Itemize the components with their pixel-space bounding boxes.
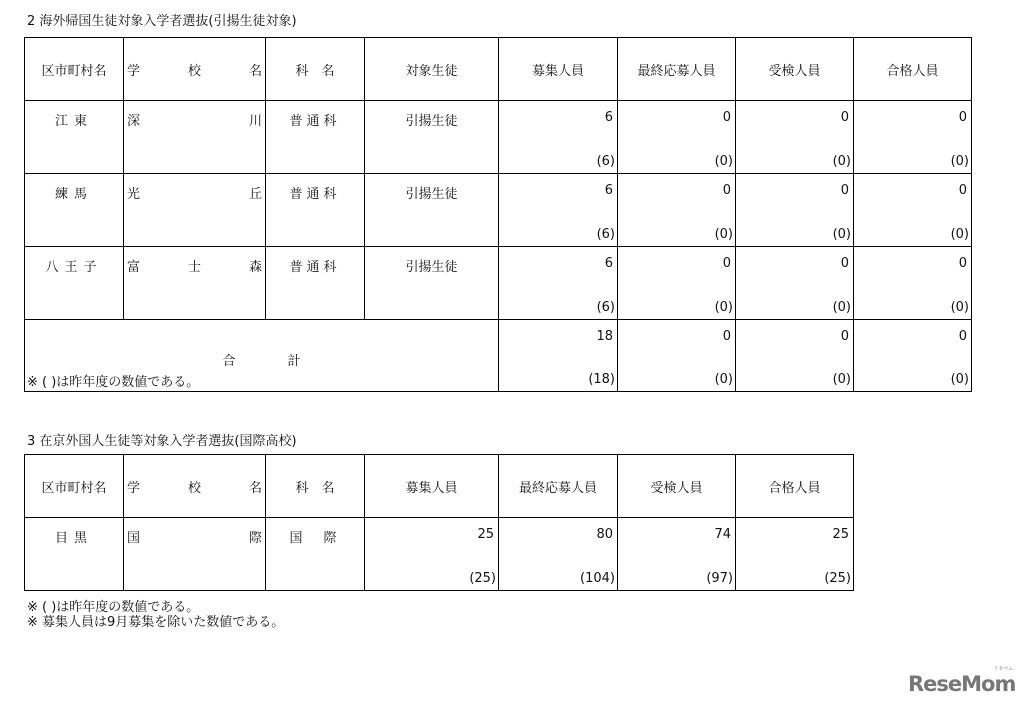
number-cell bbox=[736, 247, 854, 320]
current-value: 6 bbox=[604, 256, 613, 271]
previous-year-value: (0) bbox=[714, 154, 733, 169]
header-course: 科 名 bbox=[266, 455, 365, 518]
previous-year-value: (97) bbox=[706, 571, 733, 586]
previous-year-value: (25) bbox=[824, 571, 851, 586]
header-recruit: 募集人員 bbox=[499, 38, 618, 101]
current-value: 0 bbox=[722, 110, 731, 125]
previous-year-value: (0) bbox=[714, 300, 733, 315]
header-applicants: 最終応募人員 bbox=[618, 38, 736, 101]
header-row bbox=[25, 455, 854, 518]
table-row bbox=[25, 247, 972, 320]
resemom-watermark-logo bbox=[908, 666, 1016, 696]
number-cell bbox=[854, 320, 972, 392]
previous-year-value: (18) bbox=[588, 372, 615, 387]
course-cell: 普通科 bbox=[266, 247, 365, 320]
target-cell: 引揚生徒 bbox=[365, 101, 499, 174]
municipality-cell: 八王子 bbox=[25, 247, 124, 320]
header-school-char: 学 bbox=[127, 480, 141, 496]
current-value: 0 bbox=[958, 110, 967, 125]
school-name-char: 光 bbox=[127, 187, 141, 202]
section2-title: 2 海外帰国生徒対象入学者選抜(引揚生徒対象) bbox=[27, 14, 297, 29]
school-name bbox=[124, 101, 265, 129]
school-name bbox=[124, 174, 265, 202]
number-cell bbox=[618, 174, 736, 247]
current-value: 0 bbox=[840, 110, 849, 125]
section3-note-1: ※ ( )は昨年度の数値である。 bbox=[27, 600, 200, 615]
number-cell bbox=[618, 101, 736, 174]
number-cell bbox=[618, 518, 736, 591]
number-cell bbox=[736, 174, 854, 247]
number-cell bbox=[499, 101, 618, 174]
school-cell bbox=[124, 518, 266, 591]
number-cell bbox=[499, 320, 618, 392]
number-cell bbox=[854, 101, 972, 174]
previous-year-value: (25) bbox=[469, 571, 496, 586]
current-value: 0 bbox=[722, 256, 731, 271]
number-cell bbox=[365, 518, 499, 591]
section2-table bbox=[24, 37, 972, 392]
section2-note: ※ ( )は昨年度の数値である。 bbox=[27, 375, 200, 390]
previous-year-value: (0) bbox=[950, 372, 969, 387]
current-value: 0 bbox=[840, 329, 849, 344]
previous-year-value: (0) bbox=[832, 227, 851, 242]
current-value: 18 bbox=[596, 329, 613, 344]
current-value: 0 bbox=[722, 183, 731, 198]
school-name-char: 森 bbox=[248, 260, 262, 275]
number-cell bbox=[736, 101, 854, 174]
logo-kana: リセマム bbox=[993, 666, 1014, 672]
current-value: 0 bbox=[840, 256, 849, 271]
previous-year-value: (6) bbox=[596, 154, 615, 169]
previous-year-value: (6) bbox=[596, 300, 615, 315]
school-name-char: 国 bbox=[127, 531, 141, 546]
header-examinees: 受検人員 bbox=[618, 455, 736, 518]
table-row bbox=[25, 101, 972, 174]
header-row bbox=[25, 38, 972, 101]
header-passed: 合格人員 bbox=[854, 38, 972, 101]
number-cell bbox=[854, 247, 972, 320]
course-cell: 国 際 bbox=[266, 518, 365, 591]
header-course: 科 名 bbox=[266, 38, 365, 101]
section3-note-2: ※ 募集人員は9月募集を除いた数値である。 bbox=[27, 615, 285, 630]
school-name-char: 士 bbox=[187, 260, 201, 275]
header-recruit: 募集人員 bbox=[365, 455, 499, 518]
school-name bbox=[124, 247, 265, 275]
previous-year-value: (0) bbox=[832, 154, 851, 169]
number-cell bbox=[618, 320, 736, 392]
number-cell bbox=[499, 174, 618, 247]
logo-text: ReseMom bbox=[908, 672, 1016, 696]
previous-year-value: (0) bbox=[832, 300, 851, 315]
number-cell bbox=[499, 518, 618, 591]
current-value: 6 bbox=[604, 183, 613, 198]
school-name-char: 際 bbox=[248, 531, 262, 546]
previous-year-value: (0) bbox=[714, 227, 733, 242]
header-school bbox=[124, 38, 266, 101]
current-value: 0 bbox=[958, 256, 967, 271]
previous-year-value: (104) bbox=[580, 571, 615, 586]
school-name-char: 川 bbox=[248, 114, 262, 129]
header-school-char: 学 bbox=[127, 63, 141, 79]
header-examinees: 受検人員 bbox=[736, 38, 854, 101]
header-passed: 合格人員 bbox=[736, 455, 854, 518]
total-label: 合 計 bbox=[25, 320, 499, 392]
header-target: 対象生徒 bbox=[365, 38, 499, 101]
course-cell: 普通科 bbox=[266, 174, 365, 247]
header-municipality: 区市町村名 bbox=[25, 38, 124, 101]
school-cell bbox=[124, 247, 266, 320]
table-row bbox=[25, 174, 972, 247]
previous-year-value: (0) bbox=[832, 372, 851, 387]
current-value: 25 bbox=[477, 527, 494, 542]
section3-table bbox=[24, 454, 854, 591]
current-value: 0 bbox=[840, 183, 849, 198]
target-cell: 引揚生徒 bbox=[365, 247, 499, 320]
number-cell bbox=[618, 247, 736, 320]
header-school bbox=[124, 455, 266, 518]
municipality-cell: 江東 bbox=[25, 101, 124, 174]
school-cell bbox=[124, 174, 266, 247]
table-row bbox=[25, 518, 854, 591]
current-value: 74 bbox=[714, 527, 731, 542]
current-value: 0 bbox=[958, 329, 967, 344]
previous-year-value: (0) bbox=[714, 372, 733, 387]
current-value: 25 bbox=[832, 527, 849, 542]
school-name bbox=[124, 518, 265, 546]
header-school-char: 校 bbox=[187, 480, 201, 496]
current-value: 6 bbox=[604, 110, 613, 125]
current-value: 0 bbox=[722, 329, 731, 344]
target-cell: 引揚生徒 bbox=[365, 174, 499, 247]
course-cell: 普通科 bbox=[266, 101, 365, 174]
header-municipality: 区市町村名 bbox=[25, 455, 124, 518]
previous-year-value: (0) bbox=[950, 300, 969, 315]
number-cell bbox=[499, 247, 618, 320]
school-name-char: 深 bbox=[127, 114, 141, 129]
school-name-char: 丘 bbox=[248, 187, 262, 202]
current-value: 0 bbox=[958, 183, 967, 198]
number-cell bbox=[736, 320, 854, 392]
section3-title: 3 在京外国人生徒等対象入学者選抜(国際高校) bbox=[27, 434, 297, 449]
previous-year-value: (0) bbox=[950, 154, 969, 169]
header-applicants: 最終応募人員 bbox=[499, 455, 618, 518]
school-cell bbox=[124, 101, 266, 174]
previous-year-value: (6) bbox=[596, 227, 615, 242]
municipality-cell: 練馬 bbox=[25, 174, 124, 247]
number-cell bbox=[736, 518, 854, 591]
header-school-char: 名 bbox=[248, 63, 262, 79]
municipality-cell: 目黒 bbox=[25, 518, 124, 591]
previous-year-value: (0) bbox=[950, 227, 969, 242]
school-name-char: 富 bbox=[127, 260, 141, 275]
current-value: 80 bbox=[596, 527, 613, 542]
header-school-char: 名 bbox=[248, 480, 262, 496]
number-cell bbox=[854, 174, 972, 247]
header-school-char: 校 bbox=[187, 63, 201, 79]
